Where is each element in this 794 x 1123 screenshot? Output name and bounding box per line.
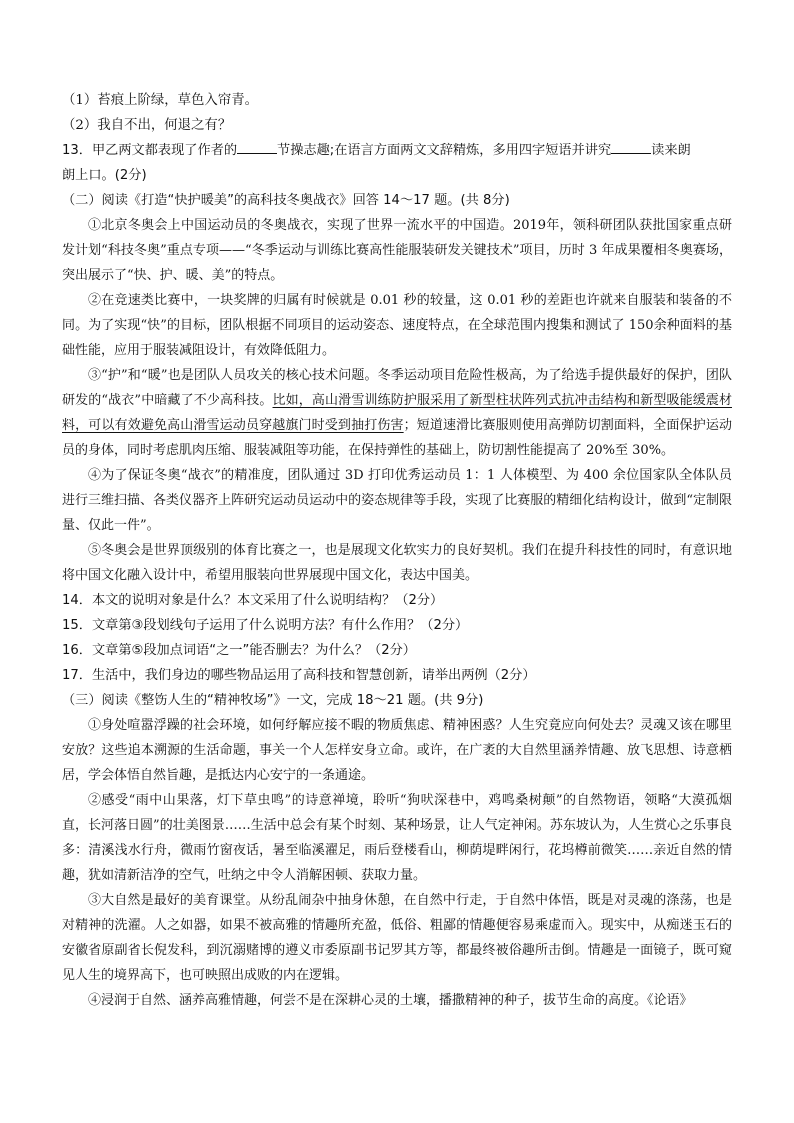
question-13: 13．甲乙两文都表现了作者的 节操志趣;在语言方面两文文辞精炼，多用四字短语并讲究 读来朗 — [62, 138, 732, 163]
answer-blank-1[interactable] — [237, 140, 277, 154]
question-16: 16．文章第⑤段加点词语“之一”能否删去？为什么？（2分） — [62, 643, 416, 658]
question-13-continued: 朗上口。(2分) — [62, 168, 147, 183]
article3-paragraph-1: ①身处喧嚣浮躁的社会环境，如何纾解应接不暇的物质焦虑、精神困惑？人生究竟应向何处去？灵魂又该在哪里安放？这些追本溯源的生活命题，事关一个人怎样安身立命。或许，在广袤的大自然里涵养情趣、放飞思想、诗意栖居，学会体悟自然旨趣，是抵达内心安宁的一条通途。 — [62, 718, 732, 783]
poem-line-1: （1）苔痕上阶绿，草色入帘青。 — [62, 93, 258, 108]
section-heading-2: （二）阅读《打造“快护暖美”的高科技冬奥战衣》回答 14～17 题。(共 8分) — [62, 193, 510, 208]
article2-paragraph-5: ⑤冬奥会是世界顶级别的体育比赛之一，也是展现文化软实力的良好契机。我们在提升科技性的同时，有意识地将中国文化融入设计中，希望用服装向世界展现中国文化，表达中国美。 — [62, 543, 732, 583]
underlined-sentence: 比如，高山滑雪训练防护服采用了新型柱状阵列式抗冲击结构和新型吸能缓震材料，可以有效避免高山滑雪运动员穿越旗门时受到抽打伤害 — [62, 393, 732, 433]
article3-paragraph-4: ④浸润于自然、涵养高雅情趣，何尝不是在深耕心灵的土壤，播撒精神的种子，拔节生命的高度。《论语》 — [88, 993, 693, 1008]
article3-paragraph-2: ②感受“雨中山果落，灯下草虫鸣”的诗意禅境，聆听“狗吠深巷中，鸡鸣桑树颠”的自然物语，领略“大漠孤烟直，长河落日圆”的壮美图景……生活中总会有某个时刻、某种场景，让人气定神闲。苏东坡认为，人生赏心之乐事良多：清溪浅水行舟，微雨竹窗夜话，暑至临溪濯足，雨后登楼看山，柳荫堤畔闲行，花坞樽前微笑……亲近自然的情趣，犹如清新洁净的空气，吐纳之中令人消解困顿、获取力量。 — [62, 793, 732, 883]
article2-paragraph-1: ①北京冬奥会上中国运动员的冬奥战衣，实现了世界一流水平的中国造。2019年，领科研团队获批国家重点研发计划“科技冬奥”重点专项——“冬季运动与训练比赛高性能服装研发关键技术”项目，历时 3 年成果覆相冬奥赛场，突出展示了“快、护、暖、美”的特点。 — [62, 218, 732, 283]
poem-line-2: （2）我自不出，何退之有？ — [62, 118, 232, 133]
article3-paragraph-3: ③大自然是最好的美育课堂。从纷乱闹杂中抽身休憩，在自然中行走，于自然中体悟，既是对灵魂的涤荡，也是对精神的洗濯。人之如器，如果不被高雅的情趣所充盈，低俗、粗鄙的情趣便容易乘虚而入。现实中，从痴迷玉石的安徽省原副省长倪发科，到沉溺赌博的遵义市委原副书记罗其方等，都最终被俗趣所击倒。情趣是一面镜子，既可窥见人生的境界高下，也可映照出成败的内在逻辑。 — [62, 893, 732, 983]
article2-paragraph-3: ③“护”和“暖”也是团队人员攻关的核心技术问题。冬季运动项目危险性极高，为了给选手提供最好的保护，团队研发的“战衣”中暗藏了不少高科技。比如，高山滑雪训练防护服采用了新型柱状阵列式抗冲击结构和新型吸能缓震材料，可以有效避免高山滑雪运动员穿越旗门时受到抽打伤害；短道速滑比赛服则使用高弹防切割面料，全面保护运动员的身体，同时考虑肌肉压缩、服装减阻等功能，在保持弹性的基础上，防切割性能提高了 20%至 30%。 — [62, 368, 732, 458]
article2-paragraph-4: ④为了保证冬奥“战衣”的精准度，团队通过 3D 打印优秀运动员 1：1 人体模型、为 400 余位国家队全体队员进行三维扫描、各类仪器齐上阵研究运动员运动中的姿态规律等手段，实现了比赛服的精细化结构设计，做到“定制限量、仅此一件”。 — [62, 468, 732, 533]
section-heading-3: （三）阅读《整饬人生的“精神牧场”》一文，完成 18～21 题。(共 9分) — [62, 693, 484, 708]
question-17: 17．生活中，我们身边的哪些物品运用了高科技和智慧创新，请举出两例（2分） — [62, 668, 536, 683]
question-14: 14．本文的说明对象是什么？本文采用了什么说明结构？（2分） — [62, 593, 444, 608]
question-15: 15．文章第③段划线句子运用了什么说明方法？有什么作用？（2分） — [62, 618, 469, 633]
answer-blank-2[interactable] — [611, 140, 651, 154]
article2-paragraph-2: ②在竞速类比赛中，一块奖牌的归属有时候就是 0.01 秒的较量，这 0.01 秒的差距也许就来自服装和装备的不同。为了实现“快”的目标，团队根据不同项目的运动姿态、速度特点，在全球范围内搜集和测试了 150余种面料的基础性能，应用于服装减阻设计，有效降低阻力。 — [62, 293, 732, 358]
